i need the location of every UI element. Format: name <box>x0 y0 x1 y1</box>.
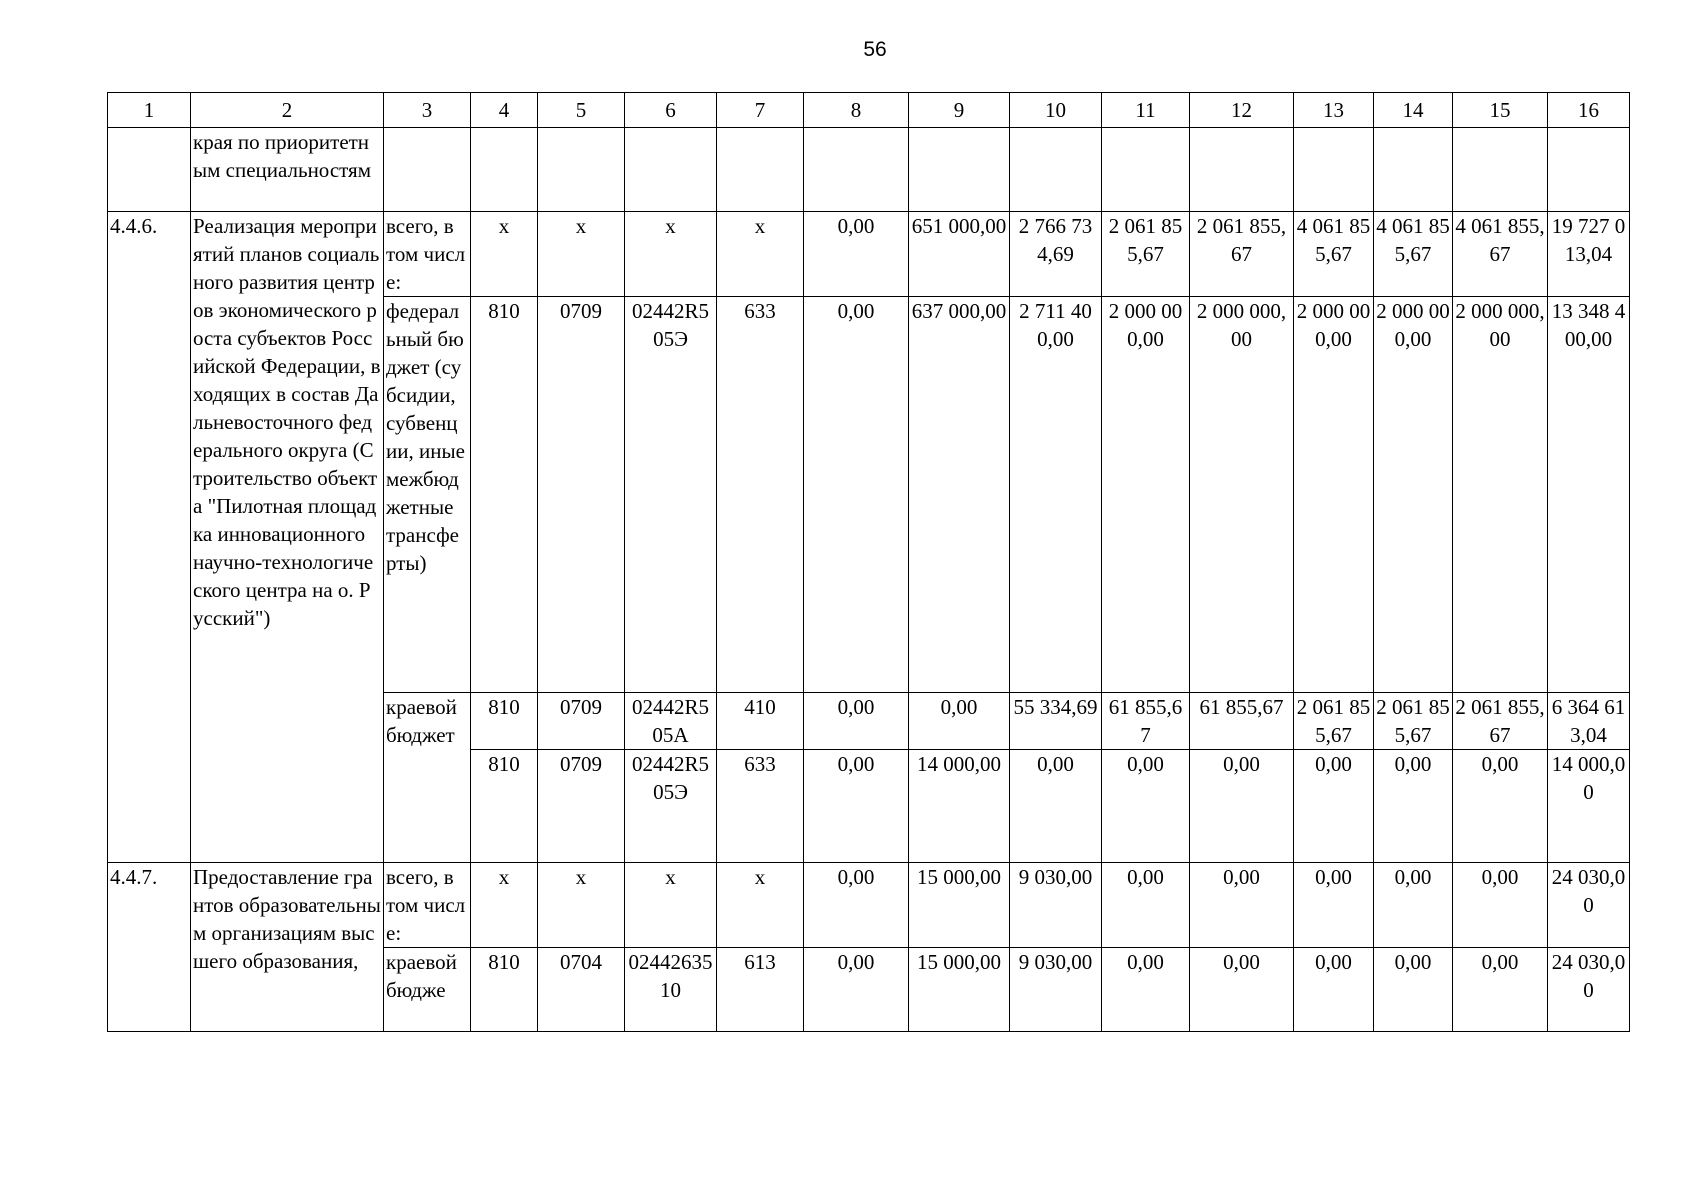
column-header: 11 <box>1102 93 1190 128</box>
data-cell: 02442R505Э <box>625 750 717 863</box>
description-cell: Реализация мероприятий планов социального развития центров экономического роста субъектов Российской Федерации, входящих в состав Дальневосточного федерального округа (Строительство объекта "Пилотная площадка инновационного научно-технологического центра на о. Русский") <box>191 212 384 863</box>
data-cell: 0,00 <box>804 212 909 297</box>
data-cell: 633 <box>717 750 804 863</box>
data-cell: 14 000,00 <box>909 750 1010 863</box>
data-cell: х <box>625 863 717 948</box>
row-number-cell <box>108 128 191 212</box>
data-cell: 0,00 <box>804 948 909 1032</box>
data-cell <box>625 128 717 212</box>
column-header: 16 <box>1548 93 1630 128</box>
data-cell: 55 334,69 <box>1010 693 1102 750</box>
column-header: 1 <box>108 93 191 128</box>
data-cell: х <box>471 212 538 297</box>
data-cell <box>384 128 471 212</box>
data-cell <box>1190 128 1294 212</box>
data-cell: 0,00 <box>1374 750 1453 863</box>
data-cell: 0,00 <box>1190 863 1294 948</box>
data-cell: 2 061 855,67 <box>1453 693 1548 750</box>
data-cell: 613 <box>717 948 804 1032</box>
data-cell: х <box>471 863 538 948</box>
column-header: 13 <box>1294 93 1374 128</box>
page-number: 56 <box>863 38 887 61</box>
data-cell: 9 030,00 <box>1010 948 1102 1032</box>
data-cell: х <box>717 863 804 948</box>
data-cell <box>1102 128 1190 212</box>
column-header: 15 <box>1453 93 1548 128</box>
data-cell: х <box>717 212 804 297</box>
data-cell: 2 000 000,00 <box>1102 297 1190 693</box>
data-cell: 0,00 <box>1010 750 1102 863</box>
data-cell: 0,00 <box>1453 863 1548 948</box>
data-cell <box>1453 128 1548 212</box>
data-cell <box>1294 128 1374 212</box>
column-header: 7 <box>717 93 804 128</box>
data-cell: 0,00 <box>804 863 909 948</box>
data-cell: 2 000 000,00 <box>1374 297 1453 693</box>
data-cell: 2 061 855,67 <box>1102 212 1190 297</box>
data-cell <box>538 128 625 212</box>
data-cell: 810 <box>471 750 538 863</box>
data-cell: 0,00 <box>804 693 909 750</box>
data-cell: 61 855,67 <box>1190 693 1294 750</box>
funding-source-cell: краевой бюдже <box>384 948 471 1032</box>
data-cell: 9 030,00 <box>1010 863 1102 948</box>
data-cell <box>717 128 804 212</box>
data-cell: 2 711 400,00 <box>1010 297 1102 693</box>
data-cell: 61 855,67 <box>1102 693 1190 750</box>
data-cell: 0,00 <box>1294 948 1374 1032</box>
data-cell: 0,00 <box>1374 948 1453 1032</box>
table-row <box>108 212 1630 297</box>
data-cell: 810 <box>471 948 538 1032</box>
data-cell: 0,00 <box>804 297 909 693</box>
data-cell: 0,00 <box>1102 948 1190 1032</box>
data-cell: 14 000,00 <box>1548 750 1630 863</box>
data-cell: 4 061 855,67 <box>1294 212 1374 297</box>
description-cell: Предоставление грантов образовательным организациям высшего образования, <box>191 863 384 1032</box>
data-cell: 15 000,00 <box>909 863 1010 948</box>
data-cell: 0,00 <box>1294 750 1374 863</box>
column-header: 6 <box>625 93 717 128</box>
data-cell: 0704 <box>538 948 625 1032</box>
data-cell: 2 000 000,00 <box>1453 297 1548 693</box>
data-cell: 410 <box>717 693 804 750</box>
data-cell: 633 <box>717 297 804 693</box>
column-header: 9 <box>909 93 1010 128</box>
data-cell: х <box>625 212 717 297</box>
table-row <box>108 128 1630 212</box>
data-cell: 0,00 <box>1190 750 1294 863</box>
column-number-row <box>108 93 1630 128</box>
data-cell: 0,00 <box>1453 948 1548 1032</box>
column-header: 12 <box>1190 93 1294 128</box>
data-cell: 637 000,00 <box>909 297 1010 693</box>
data-cell <box>1010 128 1102 212</box>
data-cell: 0,00 <box>1102 750 1190 863</box>
data-cell: 0,00 <box>909 693 1010 750</box>
data-cell <box>804 128 909 212</box>
budget-table <box>107 92 1630 1032</box>
data-cell: 6 364 613,04 <box>1548 693 1630 750</box>
data-cell: 13 348 400,00 <box>1548 297 1630 693</box>
data-cell <box>471 128 538 212</box>
funding-source-cell: федеральный бюджет (субсидии, субвенции, иные межбюджетные трансферты) <box>384 297 471 693</box>
column-header: 10 <box>1010 93 1102 128</box>
description-cell: края по приоритетным специальностям <box>191 128 384 212</box>
data-cell: 0244263510 <box>625 948 717 1032</box>
data-cell: 0,00 <box>1294 863 1374 948</box>
data-cell: х <box>538 212 625 297</box>
data-cell: 2 061 855,67 <box>1374 693 1453 750</box>
data-cell: 651 000,00 <box>909 212 1010 297</box>
data-cell: 2 000 000,00 <box>1294 297 1374 693</box>
data-cell: 4 061 855,67 <box>1374 212 1453 297</box>
funding-source-cell: краевой бюджет <box>384 693 471 863</box>
data-cell: 24 030,00 <box>1548 948 1630 1032</box>
row-number-cell: 4.4.6. <box>108 212 191 863</box>
data-cell: 24 030,00 <box>1548 863 1630 948</box>
column-header: 2 <box>191 93 384 128</box>
data-cell <box>909 128 1010 212</box>
funding-source-cell: всего, в том числе: <box>384 863 471 948</box>
data-cell: 2 061 855,67 <box>1190 212 1294 297</box>
data-cell: 2 766 734,69 <box>1010 212 1102 297</box>
column-header: 5 <box>538 93 625 128</box>
funding-source-cell: всего, в том числе: <box>384 212 471 297</box>
data-cell: 15 000,00 <box>909 948 1010 1032</box>
data-cell: 02442R505А <box>625 693 717 750</box>
data-cell: 2 000 000,00 <box>1190 297 1294 693</box>
data-cell: 0709 <box>538 297 625 693</box>
row-number-cell: 4.4.7. <box>108 863 191 1032</box>
data-cell <box>1548 128 1630 212</box>
data-cell: 0709 <box>538 750 625 863</box>
data-cell: 0,00 <box>1190 948 1294 1032</box>
data-cell: 810 <box>471 297 538 693</box>
data-cell: 4 061 855,67 <box>1453 212 1548 297</box>
data-cell <box>1374 128 1453 212</box>
data-cell: 19 727 013,04 <box>1548 212 1630 297</box>
column-header: 3 <box>384 93 471 128</box>
data-cell: х <box>538 863 625 948</box>
data-cell: 0709 <box>538 693 625 750</box>
column-header: 14 <box>1374 93 1453 128</box>
data-cell: 02442R505Э <box>625 297 717 693</box>
column-header: 4 <box>471 93 538 128</box>
column-header: 8 <box>804 93 909 128</box>
data-cell: 0,00 <box>1102 863 1190 948</box>
data-cell: 810 <box>471 693 538 750</box>
table-row <box>108 863 1630 948</box>
data-cell: 2 061 855,67 <box>1294 693 1374 750</box>
data-cell: 0,00 <box>804 750 909 863</box>
data-cell: 0,00 <box>1453 750 1548 863</box>
data-cell: 0,00 <box>1374 863 1453 948</box>
